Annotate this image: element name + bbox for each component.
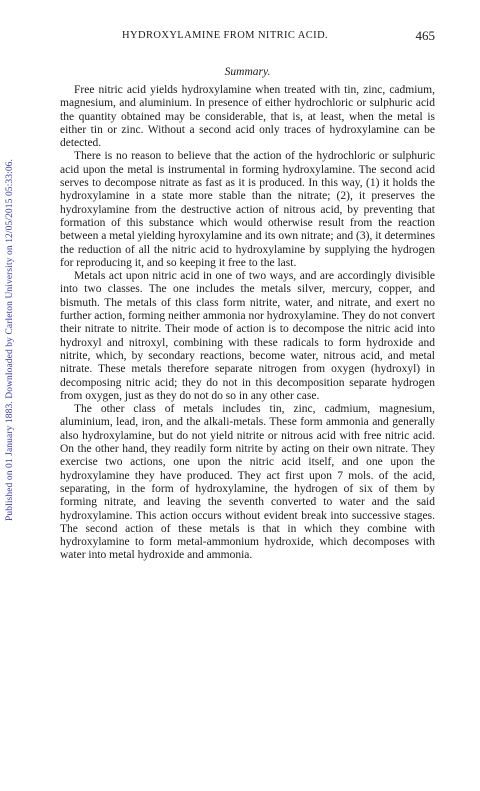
download-watermark-text: Published on 01 January 1883. Downloaded by Carleton University on 12/05/2015 05:33:06. — [5, 158, 16, 522]
paragraph: The other class of metals includes tin, zinc, cadmium, magnesium, aluminium, lead, iron, and the alkali-metals. These form ammonia and generally also hydroxylamine, but do not yield nitrite or nitrous acid with free nitric acid. On the other hand, they readily form nitrite by acting on their own nitrate. They exercise two actions, one upon the nitric acid itself, and one upon the hydroxylamine they have produced. They act first upon 7 mols. of the acid, separating, in the form of hydroxylamine, the hydrogen of six of them by forming nitrate, and leaving the seventh converted to water and the said hydroxylamine. This action occurs without evident break into successive stages. The second action of these metals is that in which they combine with hydroxylamine to form metal-ammonium hydroxide, which decomposes with water into metal hydroxide and ammonia. — [60, 403, 435, 562]
body-text — [60, 84, 435, 563]
running-title: HYDROXYLAMINE FROM NITRIC ACID. — [122, 30, 329, 41]
paragraph: Metals act upon nitric acid in one of two ways, and are accordingly divisible into two classes. The one includes the metals silver, mercury, copper, and bismuth. The metals of this class form nitrite, water, and nitrate, and exert no further action, forming neither ammonia nor hydroxylamine. They do not convert their nitrate to nitrite. Their mode of action is to decompose the nitric acid into hydroxyl and nitroxyl, combining with these radicals to form hydroxide and nitrite, which, by secondary reactions, become water, nitrous acid, and metal nitrate. These metals therefore separate nitrogen from oxygen (hydroxyl) in decomposing nitric acid; they do not in this decomposition separate hydrogen from oxygen, just as they do not do so in any other case. — [60, 270, 435, 402]
download-watermark — [4, 60, 16, 620]
section-heading: Summary. — [224, 66, 271, 78]
page-number: 465 — [415, 28, 435, 43]
paragraph: There is no reason to believe that the action of the hydrochloric or sulphuric acid upon the metal is instrumental in forming hydroxylamine. The second acid serves to decompose nitrate as fast as it is produced. In this way, (1) it holds the hydroxylamine in a state more stable than the nitrate; (2), it preserves the hydroxylamine from the destructive action of nitrous acid, by preventing that formation of this substance which would otherwise result from the reaction between a metal yielding hyroxylamine and its own nitrate; and (3), it determines the reduction of all the nitric acid to hydroxylamine by supplying the hydrogen for reproducing it, and so keeping it free to the last. — [60, 150, 435, 269]
running-header — [60, 30, 435, 46]
paragraph: Free nitric acid yields hydroxylamine when treated with tin, zinc, cadmium, magnesium, and aluminium. In presence of either hydrochloric or sulphuric acid the quantity obtained may be considerable, that is, at least, when the metal is either tin or zinc. Without a second acid only traces of hydroxylamine can be detected. — [60, 84, 435, 150]
